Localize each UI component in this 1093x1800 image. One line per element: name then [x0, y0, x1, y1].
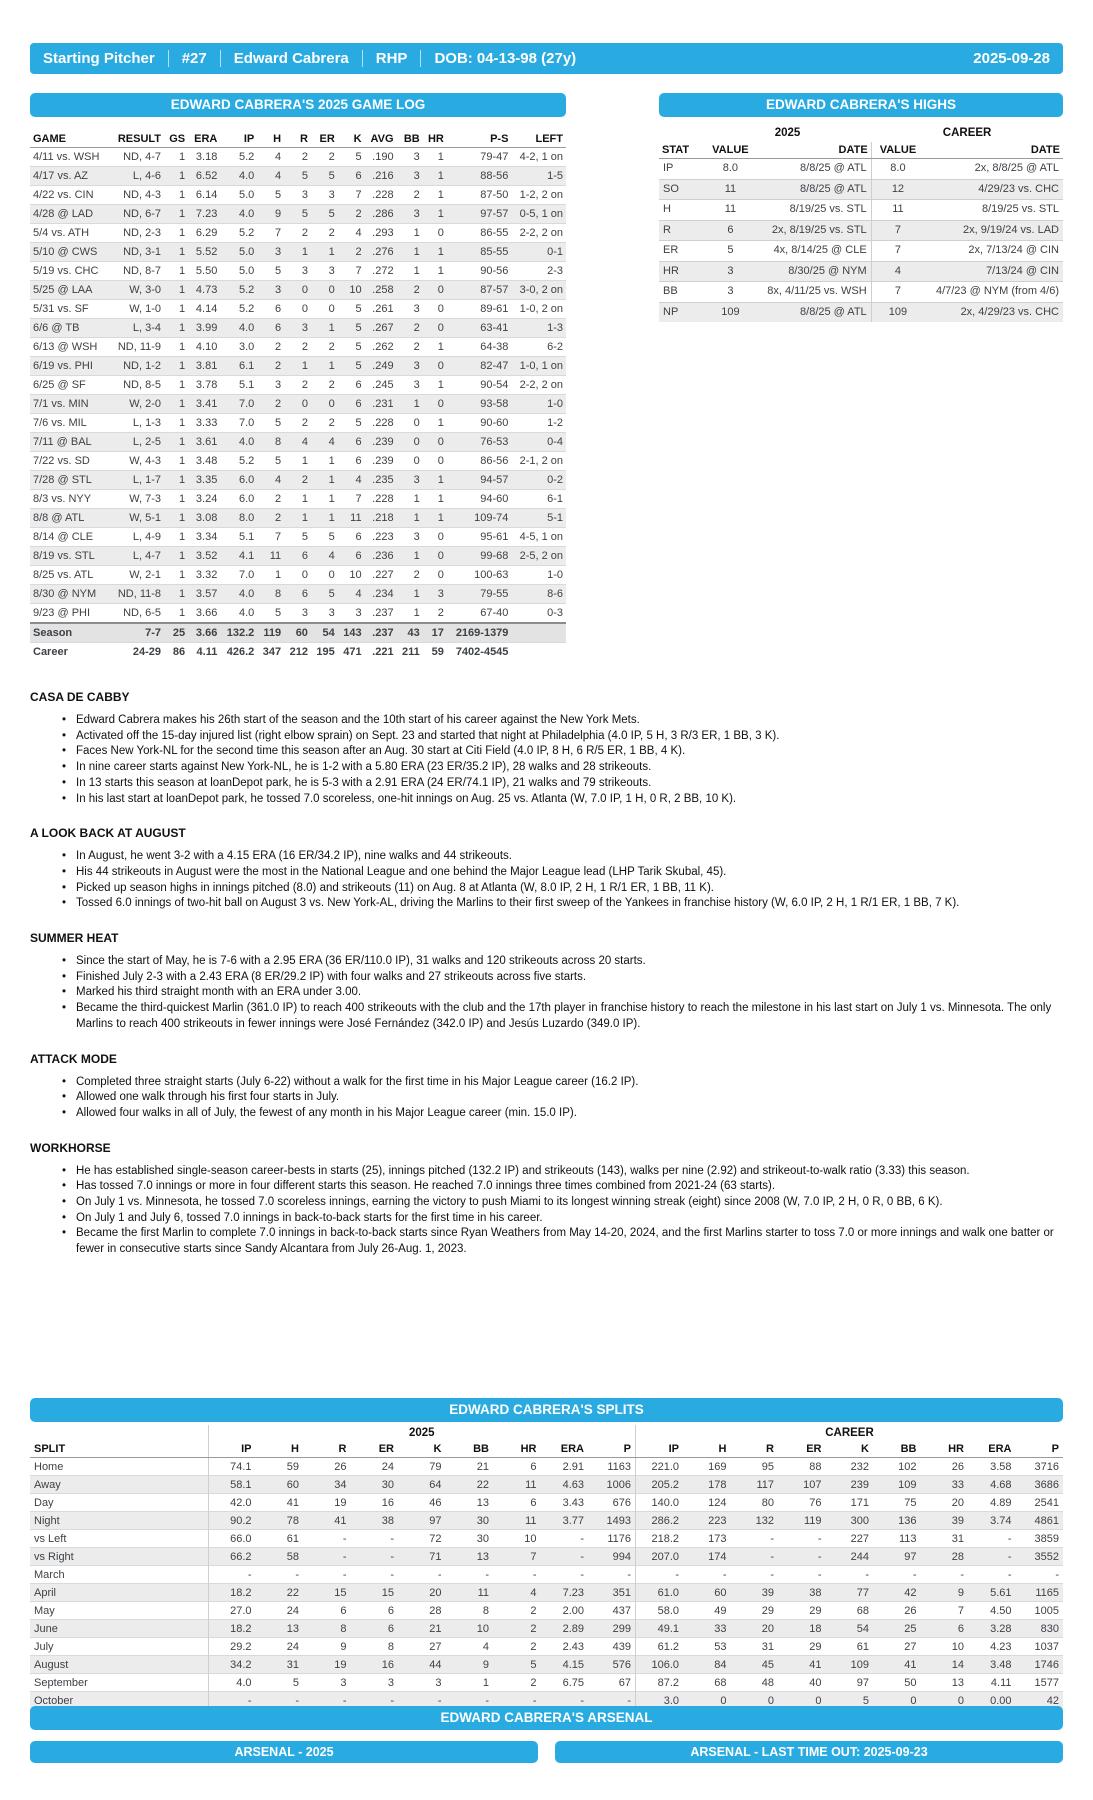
top-header-bar	[30, 43, 1063, 74]
bullet-item: • He has established single-season career-bests in starts (25), innings pitched (132.2 IP) and strikeouts (143), walks per nine (2.92) and strikeout-to-walk ratio (3.33) this season.	[76, 1164, 1063, 1180]
bullet-item: • In 13 starts this season at loanDepot park, he is 5-3 with a 2.91 ERA (24 ER/74.1 IP), 21 walks and 79 strikeouts.	[76, 776, 1063, 792]
table-row: Career 24-29 86 4.11 426.2 347 212 195 471 .221 211 59 7402-4545	[30, 643, 566, 662]
table-row: 6/25 @ SF ND, 8-5 1 3.78 5.1 3 2 2 6 .245 3 1 90-54 2-2, 2 on	[30, 376, 566, 395]
game-log-body	[30, 148, 566, 624]
table-row: March - - - - - - - - - - - - - - - - - -	[30, 1566, 1063, 1584]
column-header: GS	[164, 131, 188, 148]
highs-header-row	[659, 142, 1063, 159]
table-row: May 27.0 24 6 6 28 8 2 2.00 437 58.0 49 29 29 68 26 7 4.50 1005	[30, 1602, 1063, 1620]
arsenal-section	[30, 1706, 1063, 1763]
table-row: vs Right 66.2 58 - - 71 13 7 - 994 207.0 174 - - 244 97 28 - 3552	[30, 1548, 1063, 1566]
highs-section	[659, 93, 1063, 322]
highs-group-career: CAREER	[942, 127, 992, 139]
column-header: HR	[493, 1441, 541, 1458]
table-row: R 6 2x, 8/19/25 vs. STL 7 2x, 9/19/24 vs. LAD	[659, 220, 1063, 241]
column-header: K	[338, 131, 365, 148]
column-header: P-S	[447, 131, 512, 148]
table-row: April 18.2 22 15 15 20 11 4 7.23 351 61.0 60 39 38 77 42 9 5.61 1165	[30, 1584, 1063, 1602]
player-name: Edward Cabrera	[233, 50, 349, 67]
game-log-header-row	[30, 131, 566, 148]
arsenal-title: EDWARD CABRERA'S ARSENAL	[30, 1706, 1063, 1730]
table-row: 8/8 @ ATL W, 5-1 1 3.08 8.0 2 1 1 11 .218 1 1 109-74 5-1	[30, 509, 566, 528]
column-header: HR	[423, 131, 447, 148]
table-row: 6/6 @ TB L, 3-4 1 3.99 4.0 6 3 1 5 .267 2 0 63-41 1-3	[30, 319, 566, 338]
table-row: October - - - - - - - - - 3.0 0 0 0 5 0 0 0.00 42	[30, 1692, 1063, 1710]
column-header: HR	[921, 1441, 969, 1458]
table-row: Home 74.1 59 26 24 79 21 6 2.91 1163 221.0 169 95 88 232 102 26 3.58 3716	[30, 1458, 1063, 1476]
column-header: GAME	[30, 131, 110, 148]
bullet-item: • In his last start at loanDepot park, he tossed 7.0 scoreless, one-hit innings on Aug. 25 vs. Atlanta (W, 7.0 IP, 1 H, 0 R, 2 BB, 10 K).	[76, 792, 1063, 808]
column-header: STAT	[659, 142, 704, 159]
bullet-item: • Activated off the 15-day injured list (right elbow sprain) on Sept. 23 and started that night at Philadelphia (4.0 IP, 5 H, 3 R/3 ER, 1 BB, 3 K).	[76, 729, 1063, 745]
column-header: ER	[311, 131, 338, 148]
column-header: BB	[397, 131, 423, 148]
note-heading: ATTACK MODE	[30, 1051, 117, 1066]
bullet-item: • Has tossed 7.0 innings or more in four different starts this season. He reached 7.0 innings three times combined from 2021-24 (63 starts).	[76, 1179, 1063, 1195]
splits-group-2025: 2025	[208, 1425, 636, 1441]
table-row: 5/10 @ CWS ND, 3-1 1 5.52 5.0 3 1 1 2 .276 1 1 85-55 0-1	[30, 243, 566, 262]
dob: DOB: 04-13-98 (27y)	[434, 50, 577, 67]
column-header: SPLIT	[30, 1441, 208, 1458]
bullet-list	[30, 954, 1063, 1033]
table-row: Season 7-7 25 3.66 132.2 119 60 54 143 .237 43 17 2169-1379	[30, 623, 566, 643]
bullet-item: • Edward Cabrera makes his 26th start of the season and the 10th start of his career against the New York Mets.	[76, 713, 1063, 729]
bullet-list	[30, 849, 1063, 912]
table-row: 8/3 vs. NYY W, 7-3 1 3.24 6.0 2 1 1 7 .228 1 1 94-60 6-1	[30, 490, 566, 509]
column-header: P	[1016, 1441, 1064, 1458]
table-row: July 29.2 24 9 8 27 4 2 2.43 439 61.2 53 31 29 61 27 10 4.23 1037	[30, 1638, 1063, 1656]
column-header: ER	[351, 1441, 399, 1458]
column-header: IP	[220, 131, 257, 148]
table-row: 4/22 vs. CIN ND, 4-3 1 6.14 5.0 5 3 3 7 .228 2 1 87-50 1-2, 2 on	[30, 186, 566, 205]
bullet-item: • On July 1 vs. Minnesota, he tossed 7.0 scoreless innings, earning the victory to push Miami to its longest winning streak (eight) since 2008 (W, 7.0 IP, 2 H, 0 R, 0 BB, 6 K).	[76, 1195, 1063, 1211]
report-date: 2025-09-28	[973, 50, 1050, 67]
splits-group-career: CAREER	[825, 1427, 874, 1439]
note-heading: A LOOK BACK AT AUGUST	[30, 826, 186, 841]
table-row: Night 90.2 78 41 38 97 30 11 3.77 1493 286.2 223 132 119 300 136 39 3.74 4861	[30, 1512, 1063, 1530]
column-header: LEFT	[511, 131, 566, 148]
table-row: H 11 8/19/25 vs. STL 11 8/19/25 vs. STL	[659, 200, 1063, 221]
bullet-item: • Faces New York-NL for the second time this season after an Aug. 30 start at Citi Field (4.0 IP, 8 H, 6 R/5 ER, 1 BB, 4 K).	[76, 744, 1063, 760]
bullet-item: • Tossed 6.0 innings of two-hit ball on August 3 vs. New York-AL, driving the Marlins to their first sweep of the Yankees in franchise history (W, 6.0 IP, 2 H, 1 R/1 ER, 1 BB, 7 K).	[76, 896, 1063, 912]
bullet-item: • Allowed four walks in all of July, the fewest of any month in his Major League career (min. 15.0 IP).	[76, 1106, 1063, 1122]
bullet-list	[30, 713, 1063, 807]
column-header: VALUE	[704, 142, 757, 159]
jersey-number: #27	[181, 50, 207, 67]
column-header: ERA	[188, 131, 220, 148]
splits-table	[30, 1425, 1063, 1709]
splits-title: EDWARD CABRERA'S SPLITS	[30, 1398, 1063, 1422]
note-heading: CASA DE CABBY	[30, 690, 130, 704]
bullet-item: • Marked his third straight month with an ERA under 3.00.	[76, 985, 1063, 1001]
highs-title: EDWARD CABRERA'S HIGHS	[659, 93, 1063, 117]
column-header: R	[731, 1441, 779, 1458]
table-row: 4/28 @ LAD ND, 6-7 1 7.23 4.0 9 5 5 2 .286 3 1 97-57 0-5, 1 on	[30, 205, 566, 224]
column-header: ERA	[968, 1441, 1016, 1458]
table-row: IP 8.0 8/8/25 @ ATL 8.0 2x, 8/8/25 @ ATL	[659, 159, 1063, 180]
bullet-item: • Finished July 2-3 with a 2.43 ERA (8 ER/29.2 IP) with four walks and 27 strikeouts across five starts.	[76, 970, 1063, 986]
arsenal-2025-banner: ARSENAL - 2025	[30, 1741, 538, 1763]
table-row: June 18.2 13 8 6 21 10 2 2.89 299 49.1 33 20 18 54 25 6 3.28 830	[30, 1620, 1063, 1638]
column-header: RESULT	[110, 131, 164, 148]
bullet-item: • His 44 strikeouts in August were the most in the National League and one behind the Major League lead (LHP Tarik Skubal, 45).	[76, 865, 1063, 881]
bullet-item: • Picked up season highs in innings pitched (8.0) and strikeouts (11) on Aug. 8 at Atlanta (W, 8.0 IP, 2 H, 1 R/1 ER, 1 BB, 11 K).	[76, 881, 1063, 897]
table-row: Away 58.1 60 34 30 64 22 11 4.63 1006 205.2 178 117 107 239 109 33 4.68 3686	[30, 1476, 1063, 1494]
highs-group-2025: 2025	[774, 127, 801, 139]
column-header: IP	[636, 1441, 684, 1458]
player-info	[43, 50, 576, 67]
table-row: 8/30 @ NYM ND, 11-8 1 3.57 4.0 8 6 5 4 .234 1 3 79-55 8-6	[30, 585, 566, 604]
bullet-item: • In August, he went 3-2 with a 4.15 ERA (16 ER/34.2 IP), nine walks and 44 strikeouts.	[76, 849, 1063, 865]
divider	[420, 50, 421, 67]
table-row: 5/19 vs. CHC ND, 8-7 1 5.50 5.0 5 3 3 7 .272 1 1 90-56 2-3	[30, 262, 566, 281]
highs-body	[659, 159, 1063, 323]
bullet-item: • Allowed one walk through his first four starts in July.	[76, 1090, 1063, 1106]
column-header: P	[588, 1441, 636, 1458]
highs-table	[659, 124, 1063, 322]
column-header: VALUE	[871, 142, 924, 159]
table-row: 4/17 vs. AZ L, 4-6 1 6.52 4.0 4 5 5 6 .216 3 1 88-56 1-5	[30, 167, 566, 186]
bullet-item: • Since the start of May, he is 7-6 with a 2.95 ERA (36 ER/110.0 IP), 31 walks and 120 strikeouts across 20 starts.	[76, 954, 1063, 970]
bullet-item: • Became the third-quickest Marlin (361.0 IP) to reach 400 strikeouts with the club and the 17th player in franchise history to reach the milestone in his last start on July 1 vs. Minnesota. The only Marlins to reach 400 strikeouts in fewer innings were José Fernández (342.0 IP) and Jesús Luzardo (349.0 IP).	[76, 1001, 1063, 1032]
table-row: 7/22 vs. SD W, 4-3 1 3.48 5.2 5 1 1 6 .239 0 0 86-56 2-1, 2 on	[30, 452, 566, 471]
table-row: 4/11 vs. WSH ND, 4-7 1 3.18 5.2 4 2 2 5 .190 3 1 79-47 4-2, 1 on	[30, 148, 566, 167]
bullet-item: • Completed three straight starts (July 6-22) without a walk for the first time in his Major League career (16.2 IP).	[76, 1075, 1063, 1091]
game-log-section	[30, 93, 566, 661]
table-row: 7/28 @ STL L, 1-7 1 3.35 6.0 4 2 1 4 .235 3 1 94-57 0-2	[30, 471, 566, 490]
column-header: IP	[208, 1441, 256, 1458]
column-header: DATE	[924, 142, 1063, 159]
column-header: ER	[778, 1441, 826, 1458]
highs-group-header	[659, 124, 1063, 142]
column-header: R	[284, 131, 311, 148]
table-row: 9/23 @ PHI ND, 6-5 1 3.66 4.0 5 3 3 3 .237 1 2 67-40 0-3	[30, 604, 566, 624]
table-row: September 4.0 5 3 3 3 1 2 6.75 67 87.2 68 48 40 97 50 13 4.11 1577	[30, 1674, 1063, 1692]
table-row: 8/14 @ CLE L, 4-9 1 3.34 5.1 7 5 5 6 .223 3 0 95-61 4-5, 1 on	[30, 528, 566, 547]
table-row: ER 5 4x, 8/14/25 @ CLE 7 2x, 7/13/24 @ CIN	[659, 241, 1063, 262]
bullet-list	[30, 1164, 1063, 1258]
column-header: BB	[873, 1441, 921, 1458]
tables-row	[30, 93, 1063, 661]
game-log-summary	[30, 623, 566, 661]
bullet-item: • Became the first Marlin to complete 7.0 innings in back-to-back starts since Ryan Weathers from May 14-20, 2024, and the first Marlins starter to toss 7.0 or more innings and walk one batter or fewer in consecutive starts since Sandy Alcantara from July 26-Aug. 1, 2023.	[76, 1226, 1063, 1257]
column-header: K	[398, 1441, 446, 1458]
table-row: 5/25 @ LAA W, 3-0 1 4.73 5.2 3 0 0 10 .258 2 0 87-57 3-0, 2 on	[30, 281, 566, 300]
notes-section	[30, 690, 1063, 1277]
table-row: SO 11 8/8/25 @ ATL 12 4/29/23 vs. CHC	[659, 179, 1063, 200]
column-header: H	[256, 1441, 304, 1458]
divider	[362, 50, 363, 67]
game-log-table	[30, 131, 566, 661]
splits-section	[30, 1398, 1063, 1709]
table-row: 8/25 vs. ATL W, 2-1 1 3.32 7.0 1 0 0 10 .227 2 0 100-63 1-0	[30, 566, 566, 585]
table-row: vs Left 66.0 61 - - 72 30 10 - 1176 218.2 173 - - 227 113 31 - 3859	[30, 1530, 1063, 1548]
arsenal-last-time-out-banner: ARSENAL - LAST TIME OUT: 2025-09-23	[555, 1741, 1063, 1763]
table-row: 7/6 vs. MIL L, 1-3 1 3.33 7.0 5 2 2 5 .228 0 1 90-60 1-2	[30, 414, 566, 433]
divider	[168, 50, 169, 67]
column-header: H	[257, 131, 284, 148]
role-label: Starting Pitcher	[43, 50, 155, 67]
column-header: H	[683, 1441, 731, 1458]
table-row: NP 109 8/8/25 @ ATL 109 2x, 4/29/23 vs. CHC	[659, 302, 1063, 322]
column-header: R	[303, 1441, 351, 1458]
handedness: RHP	[375, 50, 408, 67]
table-row: 7/11 @ BAL L, 2-5 1 3.61 4.0 8 4 4 6 .239 0 0 76-53 0-4	[30, 433, 566, 452]
column-header: K	[826, 1441, 874, 1458]
table-row: 8/19 vs. STL L, 4-7 1 3.52 4.1 11 6 4 6 .236 1 0 99-68 2-5, 2 on	[30, 547, 566, 566]
splits-header-row	[30, 1441, 1063, 1458]
table-row: 5/4 vs. ATH ND, 2-3 1 6.29 5.2 7 2 2 4 .293 1 0 86-55 2-2, 2 on	[30, 224, 566, 243]
game-log-title: EDWARD CABRERA'S 2025 GAME LOG	[30, 93, 566, 117]
table-row: Day 42.0 41 19 16 46 13 6 3.43 676 140.0 124 80 76 171 75 20 4.89 2541	[30, 1494, 1063, 1512]
table-row: 7/1 vs. MIN W, 2-0 1 3.41 7.0 2 0 0 6 .231 1 0 93-58 1-0	[30, 395, 566, 414]
table-row: 6/19 vs. PHI ND, 1-2 1 3.81 6.1 2 1 1 5 .249 3 0 82-47 1-0, 1 on	[30, 357, 566, 376]
column-header: AVG	[365, 131, 397, 148]
bullet-item: • On July 1 and July 6, tossed 7.0 innings in back-to-back starts for the first time in his career.	[76, 1211, 1063, 1227]
arsenal-banners	[30, 1741, 1063, 1763]
divider	[220, 50, 221, 67]
column-header: ERA	[541, 1441, 589, 1458]
column-header: DATE	[757, 142, 871, 159]
column-header: BB	[446, 1441, 494, 1458]
table-row: HR 3 8/30/25 @ NYM 4 7/13/24 @ CIN	[659, 261, 1063, 282]
bullet-item: • In nine career starts against New York-NL, he is 1-2 with a 5.80 ERA (23 ER/35.2 IP), 28 walks and 28 strikeouts.	[76, 760, 1063, 776]
note-heading: WORKHORSE	[30, 1140, 111, 1155]
bullet-list	[30, 1075, 1063, 1122]
splits-body	[30, 1458, 1063, 1710]
table-row: BB 3 8x, 4/11/25 vs. WSH 7 4/7/23 @ NYM (from 4/6)	[659, 282, 1063, 303]
splits-group-header	[30, 1425, 1063, 1441]
note-heading: SUMMER HEAT	[30, 931, 119, 946]
table-row: 6/13 @ WSH ND, 11-9 1 4.10 3.0 2 2 2 5 .262 2 1 64-38 6-2	[30, 338, 566, 357]
table-row: 5/31 vs. SF W, 1-0 1 4.14 5.2 6 0 0 5 .261 3 0 89-61 1-0, 2 on	[30, 300, 566, 319]
table-row: August 34.2 31 19 16 44 9 5 4.15 576 106.0 84 45 41 109 41 14 3.48 1746	[30, 1656, 1063, 1674]
